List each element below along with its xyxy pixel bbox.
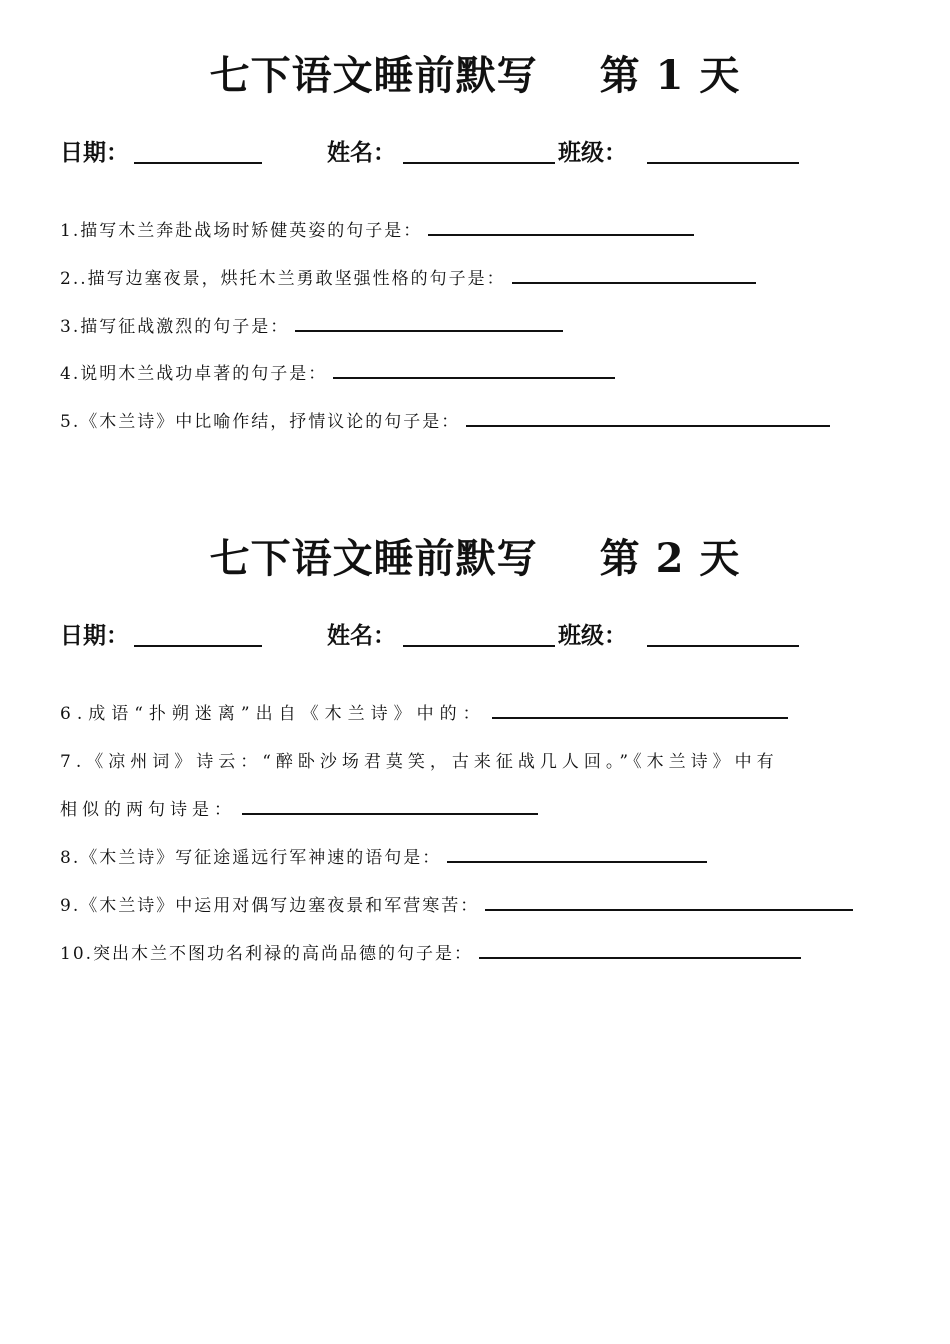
class-label: 班级： — [558, 622, 627, 649]
question-text: 4.说明木兰战功卓著的句子是： — [60, 364, 328, 384]
question-text: 7.《凉州词》诗云：“醉卧沙场君莫笑，古来征战几人回。”《木兰诗》中有 — [60, 752, 779, 772]
info-row — [0, 617, 950, 657]
answer-blank[interactable] — [466, 411, 830, 427]
date-field[interactable] — [134, 162, 262, 164]
question-7-continued — [60, 795, 538, 820]
answer-blank[interactable] — [479, 943, 801, 959]
question-text: 相似的两句诗是： — [60, 800, 236, 820]
date-label: 日期： — [60, 622, 129, 649]
info-row — [0, 134, 950, 174]
question-text: 3.描写征战激烈的句子是： — [60, 317, 290, 337]
class-field[interactable] — [647, 645, 799, 647]
answer-blank[interactable] — [492, 703, 788, 719]
answer-blank[interactable] — [295, 316, 563, 332]
page-title — [0, 527, 950, 584]
question-10 — [60, 939, 801, 964]
answer-blank[interactable] — [485, 895, 853, 911]
question-8 — [60, 843, 707, 868]
answer-blank[interactable] — [242, 799, 538, 815]
question-9 — [60, 891, 853, 916]
answer-blank[interactable] — [512, 268, 756, 284]
name-label: 姓名： — [327, 622, 396, 649]
question-text: 6.成语“扑朔迷离”出自《木兰诗》中的： — [60, 704, 486, 724]
name-field[interactable] — [403, 645, 555, 647]
answer-blank[interactable] — [428, 220, 694, 236]
question-3 — [60, 312, 563, 337]
name-field[interactable] — [403, 162, 555, 164]
question-7 — [60, 747, 779, 772]
question-4 — [60, 359, 615, 384]
title-text: 七下语文睡前默写 — [209, 535, 538, 582]
class-field[interactable] — [647, 162, 799, 164]
class-label: 班级： — [558, 139, 627, 166]
question-1 — [60, 216, 694, 241]
page-title — [0, 44, 950, 101]
title-text: 七下语文睡前默写 — [209, 52, 538, 99]
question-text: 8.《木兰诗》写征途遥远行军神速的语句是： — [60, 848, 442, 868]
question-2 — [60, 264, 756, 289]
answer-blank[interactable] — [447, 847, 707, 863]
question-text: 2..描写边塞夜景，烘托木兰勇敢坚强性格的句子是： — [60, 269, 506, 289]
question-5 — [60, 407, 830, 432]
date-label: 日期： — [60, 139, 129, 166]
question-text: 5.《木兰诗》中比喻作结，抒情议论的句子是： — [60, 412, 461, 432]
day-label: 第 2 天 — [599, 535, 741, 582]
day-label: 第 1 天 — [599, 52, 741, 99]
question-text: 10.突出木兰不图功名利禄的高尚品德的句子是： — [60, 944, 474, 964]
question-6 — [60, 699, 788, 724]
question-text: 1.描写木兰奔赴战场时矫健英姿的句子是： — [60, 221, 423, 241]
answer-blank[interactable] — [333, 363, 615, 379]
date-field[interactable] — [134, 645, 262, 647]
name-label: 姓名： — [327, 139, 396, 166]
question-text: 9.《木兰诗》中运用对偶写边塞夜景和军营寒苦： — [60, 896, 480, 916]
